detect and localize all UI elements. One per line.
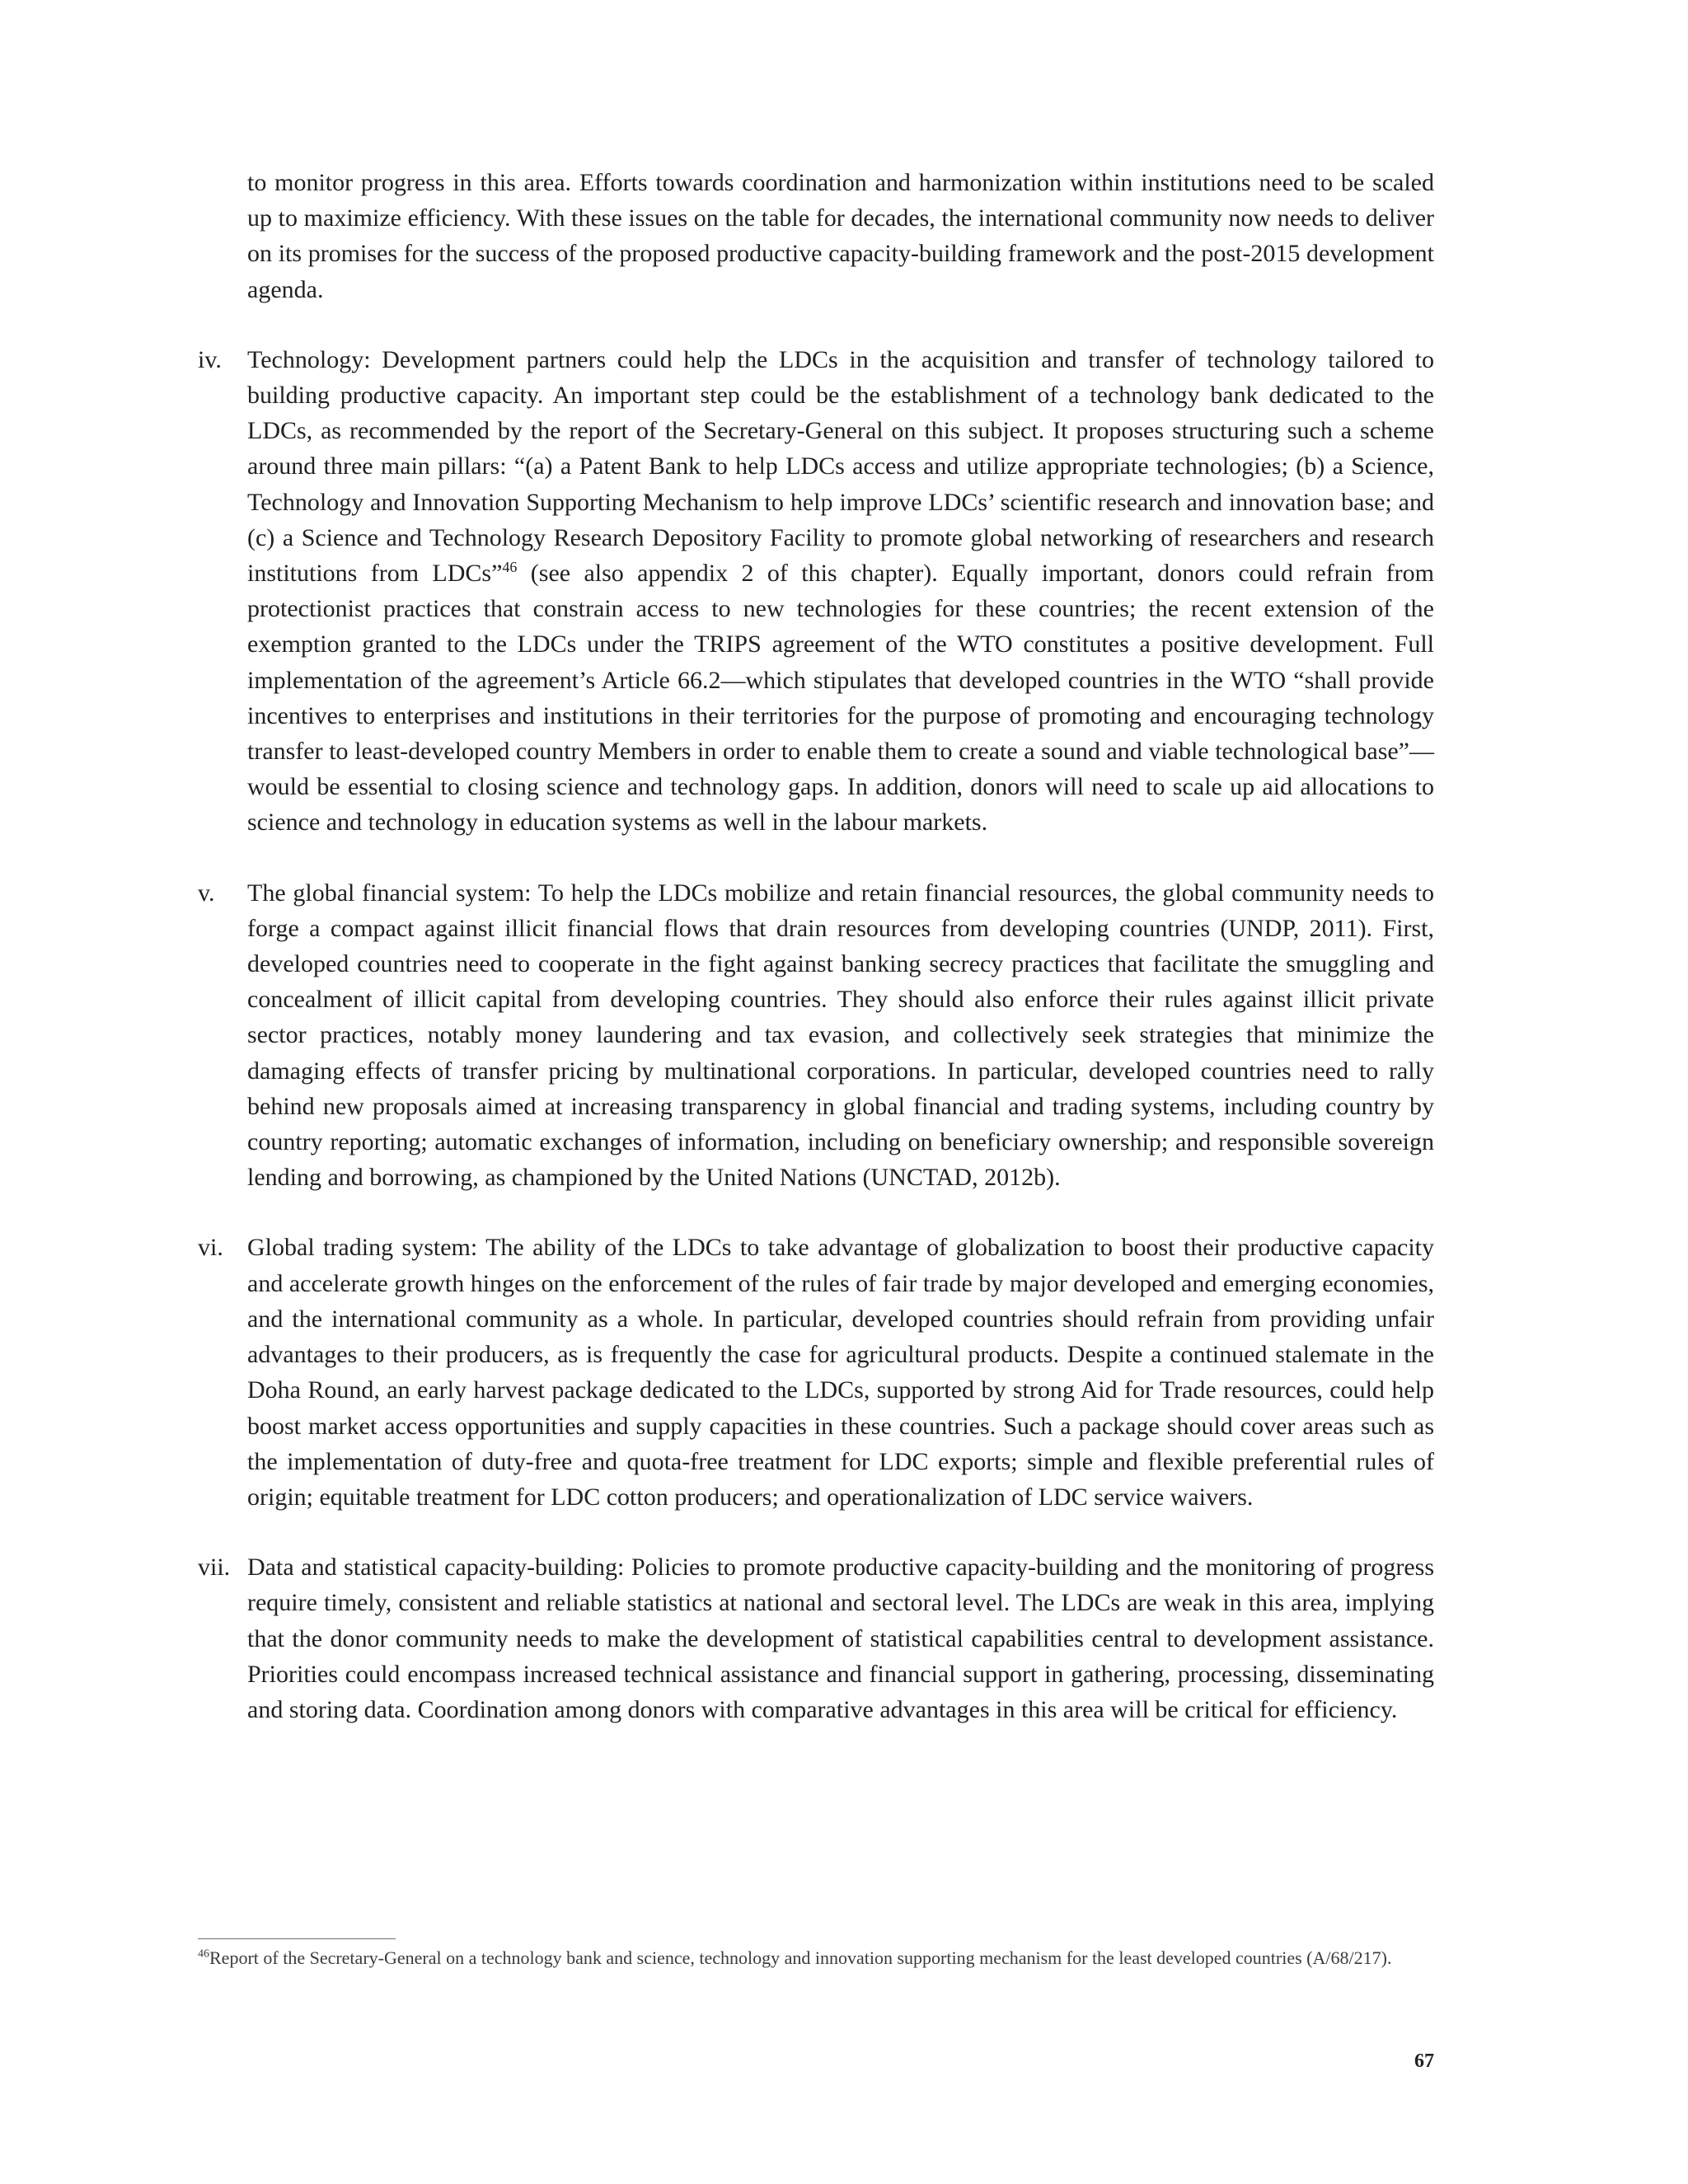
list-item-numeral: v. xyxy=(198,879,215,907)
list-item-numeral: iv. xyxy=(198,345,222,373)
list-item-text xyxy=(247,342,1434,841)
list-item-v xyxy=(198,875,1434,1196)
body-text xyxy=(198,165,1434,1727)
list-item-numeral: vi. xyxy=(198,1234,223,1262)
footnote-text: Report of the Secretary-General on a technology bank and science, technology and innovation supporting mechanism for the least developed countries (A/68/217). xyxy=(209,1947,1392,1968)
footnote-divider xyxy=(198,1938,396,1939)
list-item-iv xyxy=(198,342,1434,841)
page-number: 67 xyxy=(1414,2050,1434,2072)
footnote xyxy=(198,1947,1434,1970)
footnote-reference[interactable]: 46 xyxy=(502,559,518,576)
list-item-text: Data and statistical capacity-building: Policies to promote productive capacity-building and the monitoring of progress require timely, consistent and reliable statistics at national and sectoral level. The LDCs are weak in this area, implying that the donor community needs to make the development of statistical capabilities central to development assistance. Priorities could encompass increased technical assistance and financial support in gathering, processing, disseminating and storing data. Coordination among donors with comparative advantages in this area will be critical for efficiency. xyxy=(247,1554,1434,1723)
intro-continuation-paragraph: to monitor progress in this area. Efforts towards coordination and harmonization within institutions need to be scaled up to maximize efficiency. With these issues on the table for decades, the international community now needs to deliver on its promises for the success of the proposed productive capacity-building framework and the post-2015 development agenda. xyxy=(247,169,1434,303)
list-item-text: Global trading system: The ability of the LDCs to take advantage of globalization to boost their productive capacity and accelerate growth hinges on the enforcement of the rules of fair trade by major developed and emerging economies, and the international community as a whole. In particular, developed countries should refrain from providing unfair advantages to their producers, as is frequently the case for agricultural products. Despite a continued stalemate in the Doha Round, an early harvest package dedicated to the LDCs, supported by strong Aid for Trade resources, could help boost market access opportunities and supply capacities in these countries. Such a package should cover areas such as the implementation of duty-free and quota-free treatment for LDC exports; simple and flexible preferential rules of origin; equitable treatment for LDC cotton producers; and operationalization of LDC service waivers. xyxy=(247,1234,1434,1511)
list-item-numeral: vii. xyxy=(198,1554,231,1582)
list-item-text-part: Technology: Development partners could help the LDCs in the acquisition and transfer of technology tailored to building productive capacity. An important step could be the establishment of a technology bank dedicated to the LDCs, as recommended by the report of the Secretary-General on this subject. It proposes structuring such a scheme around three main pillars: “(a) a Patent Bank to help LDCs access and utilize appropriate technologies; (b) a Science, Technology and Innovation Supporting Mechanism to help improve LDCs’ scientific research and innovation base; and (c) a Science and Technology Research Depository Facility to promote global networking of researchers and research institutions from LDCs” xyxy=(247,345,1434,588)
list-item-vii xyxy=(198,1549,1434,1727)
list-item-vi xyxy=(198,1230,1434,1515)
list-item-text-part: (see also appendix 2 of this chapter). Equally important, donors could refrain from protectionist practices that constrain access to new technologies for these countries; the recent extension of the exemption granted to the LDCs under the TRIPS agreement of the WTO constitutes a positive development. Full implementation of the agreement’s Article 66.2—which stipulates that developed countries in the WTO “shall provide incentives to enterprises and institutions in their territories for the purpose of promoting and encouraging technology transfer to least-developed country Members in order to enable them to create a sound and viable technological base”—would be essential to closing science and technology gaps. In addition, donors will need to scale up aid allocations to science and technology in education systems as well in the labour markets. xyxy=(247,560,1434,837)
list-item-text: The global financial system: To help the LDCs mobilize and retain financial resources, the global community needs to forge a compact against illicit financial flows that drain resources from developing countries (UNDP, 2011). First, developed countries need to cooperate in the fight against banking secrecy practices that facilitate the smuggling and concealment of illicit capital from developing countries. They should also enforce their rules against illicit private sector practices, notably money laundering and tax evasion, and collectively seek strategies that minimize the damaging effects of transfer pricing by multinational corporations. In particular, developed countries need to rally behind new proposals aimed at increasing transparency in global financial and trading systems, including country by country reporting; automatic exchanges of information, including on beneficiary ownership; and responsible sovereign lending and borrowing, as championed by the United Nations (UNCTAD, 2012b). xyxy=(247,879,1434,1192)
footnote-number: 46 xyxy=(198,1947,209,1961)
